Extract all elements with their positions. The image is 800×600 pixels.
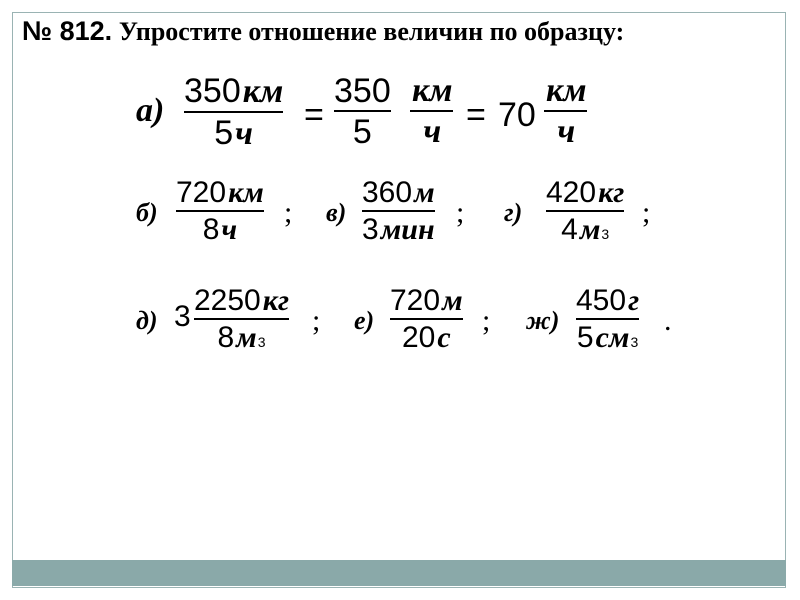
exercise-zh-num-value: 450 <box>576 284 627 317</box>
equals-sign-1: = <box>304 96 324 134</box>
example-f1-den-value: 5 <box>214 113 234 152</box>
exercise-b-num-value: 720 <box>176 176 227 209</box>
example-f1-num-value: 350 <box>184 72 241 110</box>
slide-bottom-bar <box>12 560 786 586</box>
separator: ; <box>482 304 491 337</box>
fraction-bar <box>362 210 435 212</box>
example-fraction-1 <box>184 74 283 151</box>
example-fraction-3 <box>410 74 453 149</box>
separator: ; <box>312 304 321 337</box>
example-f4-num: км <box>546 72 587 109</box>
exercise-e-den-value: 20 <box>401 320 436 354</box>
example-f3-num: км <box>412 72 453 109</box>
fraction-bar <box>184 111 283 113</box>
exercise-e-label: е) <box>354 306 375 335</box>
separator: ; <box>456 196 465 229</box>
example-f1-den-unit: ч <box>235 114 254 152</box>
example-fraction-4 <box>544 74 587 149</box>
fraction-bar <box>544 110 587 112</box>
exercise-zh-fraction <box>576 286 639 353</box>
exercise-e-fraction <box>390 286 463 353</box>
example-fraction-2 <box>334 74 391 149</box>
equals-sign-2: = <box>466 96 486 134</box>
exercise-d-den-unit: м <box>236 320 257 354</box>
exercise-zh-den-exponent: 3 <box>630 333 639 350</box>
exercise-g-num-unit: кг <box>598 176 625 209</box>
page-title <box>22 16 624 47</box>
exercise-v-num-unit: м <box>414 176 435 209</box>
example-f1-num-unit: км <box>242 73 284 110</box>
example-f4-den: ч <box>557 112 576 150</box>
exercise-d-num-unit: кг <box>262 284 290 317</box>
exercise-zh-label: ж) <box>526 306 560 335</box>
exercise-d-den-value: 8 <box>217 320 235 354</box>
example-label: а) <box>136 92 165 129</box>
exercise-d-label: д) <box>136 306 158 335</box>
exercise-e-num-value: 720 <box>390 284 441 317</box>
exercise-b-num-unit: км <box>228 176 264 209</box>
exercise-d-num-value: 2250 <box>194 284 261 317</box>
exercise-v-fraction <box>362 178 435 245</box>
problem-number: № 812. <box>22 16 113 46</box>
fraction-bar <box>546 210 624 212</box>
fraction-bar <box>410 110 453 112</box>
separator: ; <box>284 196 293 229</box>
exercise-e-den-unit: с <box>437 320 451 354</box>
fraction-bar <box>334 110 391 112</box>
exercise-zh-den-value: 5 <box>576 320 594 354</box>
fraction-bar <box>194 318 289 320</box>
fraction-bar <box>390 318 463 320</box>
exercise-g-den-value: 4 <box>561 212 578 246</box>
separator: ; <box>642 196 651 229</box>
fraction-bar <box>176 210 264 212</box>
exercise-d-fraction <box>194 286 289 353</box>
exercise-g-den-unit: м <box>579 212 601 246</box>
separator: . <box>664 304 672 337</box>
exercise-v-den-unit: мин <box>380 212 435 246</box>
exercise-v-den-value: 3 <box>362 212 379 246</box>
exercise-g-den-exponent: 3 <box>601 225 610 242</box>
example-f3-den: ч <box>423 112 442 150</box>
exercise-b-label: б) <box>136 198 158 227</box>
example-result: 70 <box>498 96 536 134</box>
exercise-d-whole: 3 <box>174 300 191 333</box>
exercise-v-label: в) <box>326 198 347 227</box>
example-f2-den: 5 <box>352 112 372 151</box>
exercise-b-den-value: 8 <box>202 212 220 246</box>
exercise-g-label: г) <box>504 198 523 227</box>
exercise-b-fraction <box>176 178 264 245</box>
exercise-e-num-unit: м <box>442 284 463 317</box>
fraction-bar <box>576 318 639 320</box>
exercise-g-fraction <box>546 178 624 245</box>
exercise-zh-den-unit: см <box>595 320 630 354</box>
exercise-g-num-value: 420 <box>546 176 597 209</box>
exercise-zh-num-unit: г <box>628 284 640 317</box>
example-f2-num: 350 <box>334 72 391 110</box>
exercise-v-num-value: 360 <box>362 176 413 209</box>
exercise-b-den-unit: ч <box>221 212 238 246</box>
problem-statement: Упростите отношение величин по образцу: <box>118 17 625 46</box>
exercise-d-den-exponent: 3 <box>257 333 266 350</box>
